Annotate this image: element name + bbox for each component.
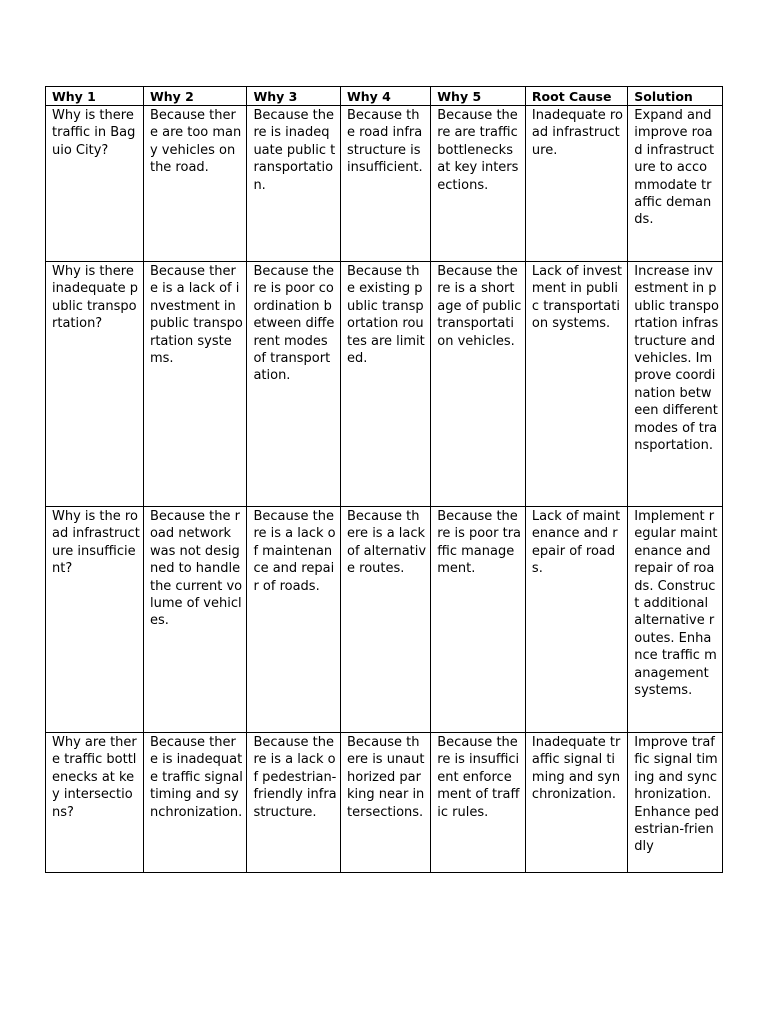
header-why-2: Why 2 — [143, 87, 246, 106]
cell-why-4: Because there is unauthorized parking near intersections. — [341, 733, 431, 873]
cell-why-4: Because the existing public transportation routes are limited. — [341, 262, 431, 507]
cell-why-2: Because there are too many vehicles on the road. — [143, 106, 246, 262]
cell-why-1: Why is the road infrastructure insufficient? — [46, 507, 144, 733]
cell-why-5: Because there are traffic bottlenecks at key intersections. — [431, 106, 526, 262]
header-why-4: Why 4 — [341, 87, 431, 106]
header-why-1: Why 1 — [46, 87, 144, 106]
table-row — [46, 733, 723, 873]
cell-why-1: Why is there traffic in Baguio City? — [46, 106, 144, 262]
cell-why-5: Because there is insufficient enforcement of traffic rules. — [431, 733, 526, 873]
header-why-5: Why 5 — [431, 87, 526, 106]
cell-why-5: Because there is a shortage of public transportation vehicles. — [431, 262, 526, 507]
cell-why-1: Why is there inadequate public transportation? — [46, 262, 144, 507]
cell-root-cause: Inadequate road infrastructure. — [525, 106, 627, 262]
table-row — [46, 262, 723, 507]
header-why-3: Why 3 — [247, 87, 341, 106]
cell-why-3: Because there is a lack of pedestrian-friendly infrastructure. — [247, 733, 341, 873]
table-row — [46, 106, 723, 262]
cell-why-2: Because the road network was not designed to handle the current volume of vehicles. — [143, 507, 246, 733]
cell-why-3: Because there is a lack of maintenance and repair of roads. — [247, 507, 341, 733]
cell-solution: Implement regular maintenance and repair of roads. Construct additional alternative routes. Enhance traffic management systems. — [628, 507, 723, 733]
cell-why-5: Because there is poor traffic management. — [431, 507, 526, 733]
cell-why-3: Because there is poor coordination between different modes of transportation. — [247, 262, 341, 507]
table-row — [46, 507, 723, 733]
cell-why-2: Because there is inadequate traffic signal timing and synchronization. — [143, 733, 246, 873]
cell-root-cause: Lack of maintenance and repair of roads. — [525, 507, 627, 733]
cell-why-1: Why are there traffic bottlenecks at key intersections? — [46, 733, 144, 873]
cell-solution: Expand and improve road infrastructure to accommodate traffic demands. — [628, 106, 723, 262]
cell-solution: Increase investment in public transportation infrastructure and vehicles. Improve coordination between different modes of transportation. — [628, 262, 723, 507]
cell-why-4: Because the road infrastructure is insufficient. — [341, 106, 431, 262]
header-row — [46, 87, 723, 106]
header-solution: Solution — [628, 87, 723, 106]
cell-why-2: Because there is a lack of investment in public transportation systems. — [143, 262, 246, 507]
header-root-cause: Root Cause — [525, 87, 627, 106]
cell-why-3: Because there is inadequate public transportation. — [247, 106, 341, 262]
cell-root-cause: Lack of investment in public transportation systems. — [525, 262, 627, 507]
cell-root-cause: Inadequate traffic signal timing and synchronization. — [525, 733, 627, 873]
cell-solution: Improve traffic signal timing and synchronization. Enhance pedestrian-friendly — [628, 733, 723, 873]
cell-why-4: Because there is a lack of alternative routes. — [341, 507, 431, 733]
five-whys-table — [45, 86, 723, 873]
